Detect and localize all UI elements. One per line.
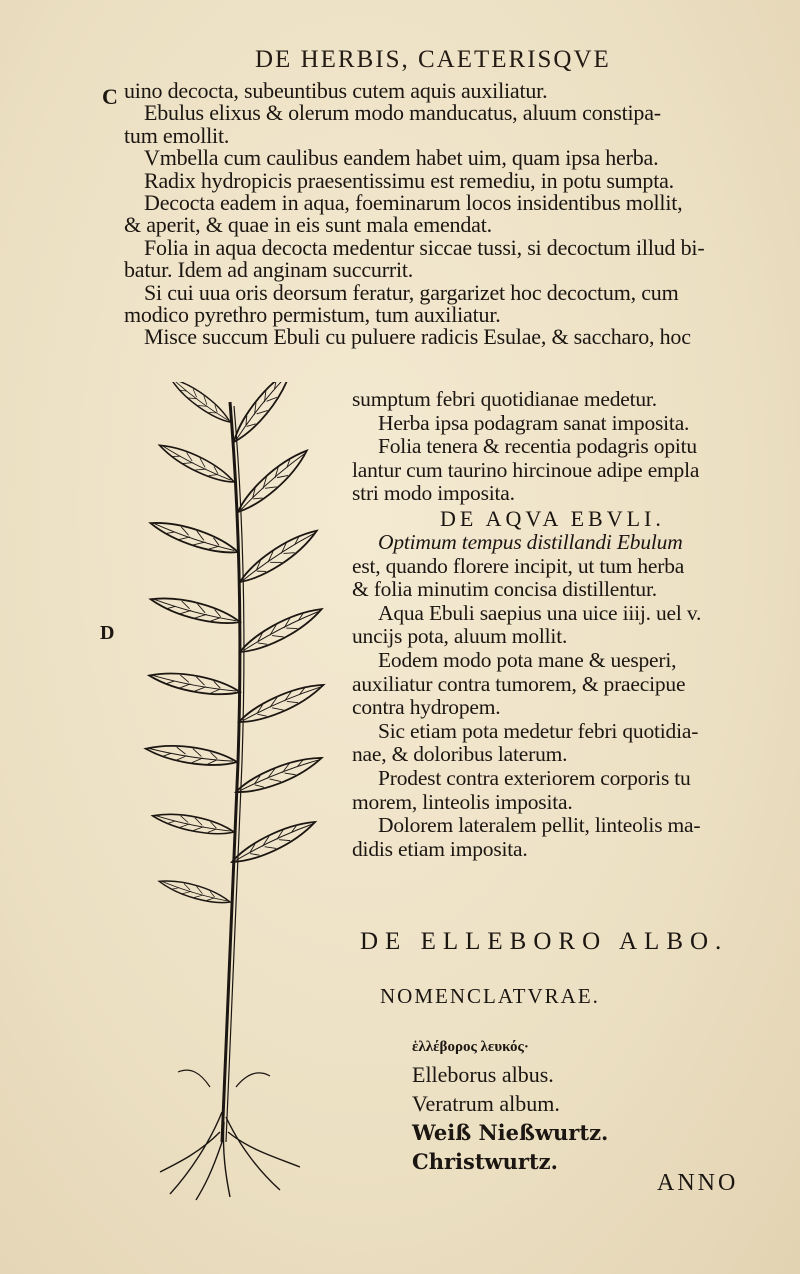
top-text-block (124, 80, 764, 349)
text-line: Radix hydropicis praesentissimu est remediu, in potu sumpta. (144, 167, 674, 193)
text-line: modico pyrethro permistum, tum auxiliatur. (124, 302, 501, 328)
column-line: Sic etiam pota medetur febri quotidia- (378, 718, 699, 743)
text-line: Ebulus elixus & olerum modo manducatus, aluum constipa- (144, 100, 661, 126)
text-line: Folia in aqua decocta medentur siccae tussi, si decoctum illud bi- (144, 234, 705, 260)
text-line: Misce succum Ebuli cu puluere radicis Esulae, & saccharo, hoc (144, 324, 691, 350)
nomenclature-heading: NOMENCLATVRAE. (380, 984, 600, 1008)
nomenclature-list (412, 1034, 608, 1176)
text-line: Decocta eadem in aqua, foeminarum locos insidentibus mollit, (144, 190, 683, 216)
column-line: sumptum febri quotidianae medetur. (352, 387, 657, 411)
column-line: Aqua Ebuli saepius una uice iiij. uel v. (378, 600, 702, 625)
column-line: uncijs pota, aluum mollit. (352, 624, 568, 649)
column-line: stri modo imposita. (352, 481, 515, 506)
catchword: ANNO (657, 1170, 739, 1196)
text-line: batur. Idem ad anginam succurrit. (124, 257, 414, 283)
running-header: DE HERBIS, CAETERISQVE (255, 46, 611, 73)
margin-letter-c: C (102, 84, 118, 109)
text-line: uino decocta, subeuntibus cutem aquis auxiliatur. (124, 78, 548, 103)
column-line: & folia minutim concisa distillentur. (352, 577, 657, 602)
column-line: Prodest contra exteriorem corporis tu (378, 765, 691, 790)
column-line: auxiliatur contra tumorem, & praecipue (352, 671, 686, 696)
column-line: lantur cum taurino hircinoue adipe empla (352, 457, 700, 482)
subheading: DE AQVA EBVLI. (440, 505, 665, 531)
latin-name: Elleborus albus. (412, 1062, 554, 1087)
column-line: nae, & doloribus laterum. (352, 742, 568, 767)
column-line: Folia tenera & recentia podagris opitu (378, 434, 697, 459)
text-line: & aperit, & quae in eis sunt mala emendat. (124, 212, 492, 238)
latin-name: Veratrum album. (412, 1091, 560, 1116)
column-line: Eodem modo pota mane & uesperi, (378, 647, 677, 672)
column-line: contra hydropem. (352, 695, 501, 720)
column-line: morem, linteolis imposita. (352, 789, 573, 814)
column-text-block (352, 388, 772, 861)
column-line: didis etiam imposita. (352, 836, 528, 861)
margin-letter-d: D (100, 622, 115, 644)
text-line: Vmbella cum caulibus eandem habet uim, quam ipsa herba. (144, 145, 659, 171)
section-heading: DE ELLEBORO ALBO. (360, 928, 729, 955)
column-line: Herba ipsa podagram sanat imposita. (378, 410, 690, 435)
german-name: Christwurtz. (412, 1149, 558, 1174)
text-line: tum emollit. (124, 122, 230, 148)
column-line: Optimum tempus distillandi Ebulum (378, 529, 683, 554)
plant-woodcut-illustration (130, 382, 355, 1202)
german-name: Weiß Nießwurtz. (412, 1120, 609, 1145)
text-line: Si cui uua oris deorsum feratur, gargarizet hoc decoctum, cum (144, 279, 679, 305)
column-line: est, quando florere incipit, ut tum herba (352, 553, 685, 578)
greek-name: ἑλλέβορος λευκός· (412, 1039, 529, 1055)
column-line: Dolorem lateralem pellit, linteolis ma- (378, 813, 701, 838)
